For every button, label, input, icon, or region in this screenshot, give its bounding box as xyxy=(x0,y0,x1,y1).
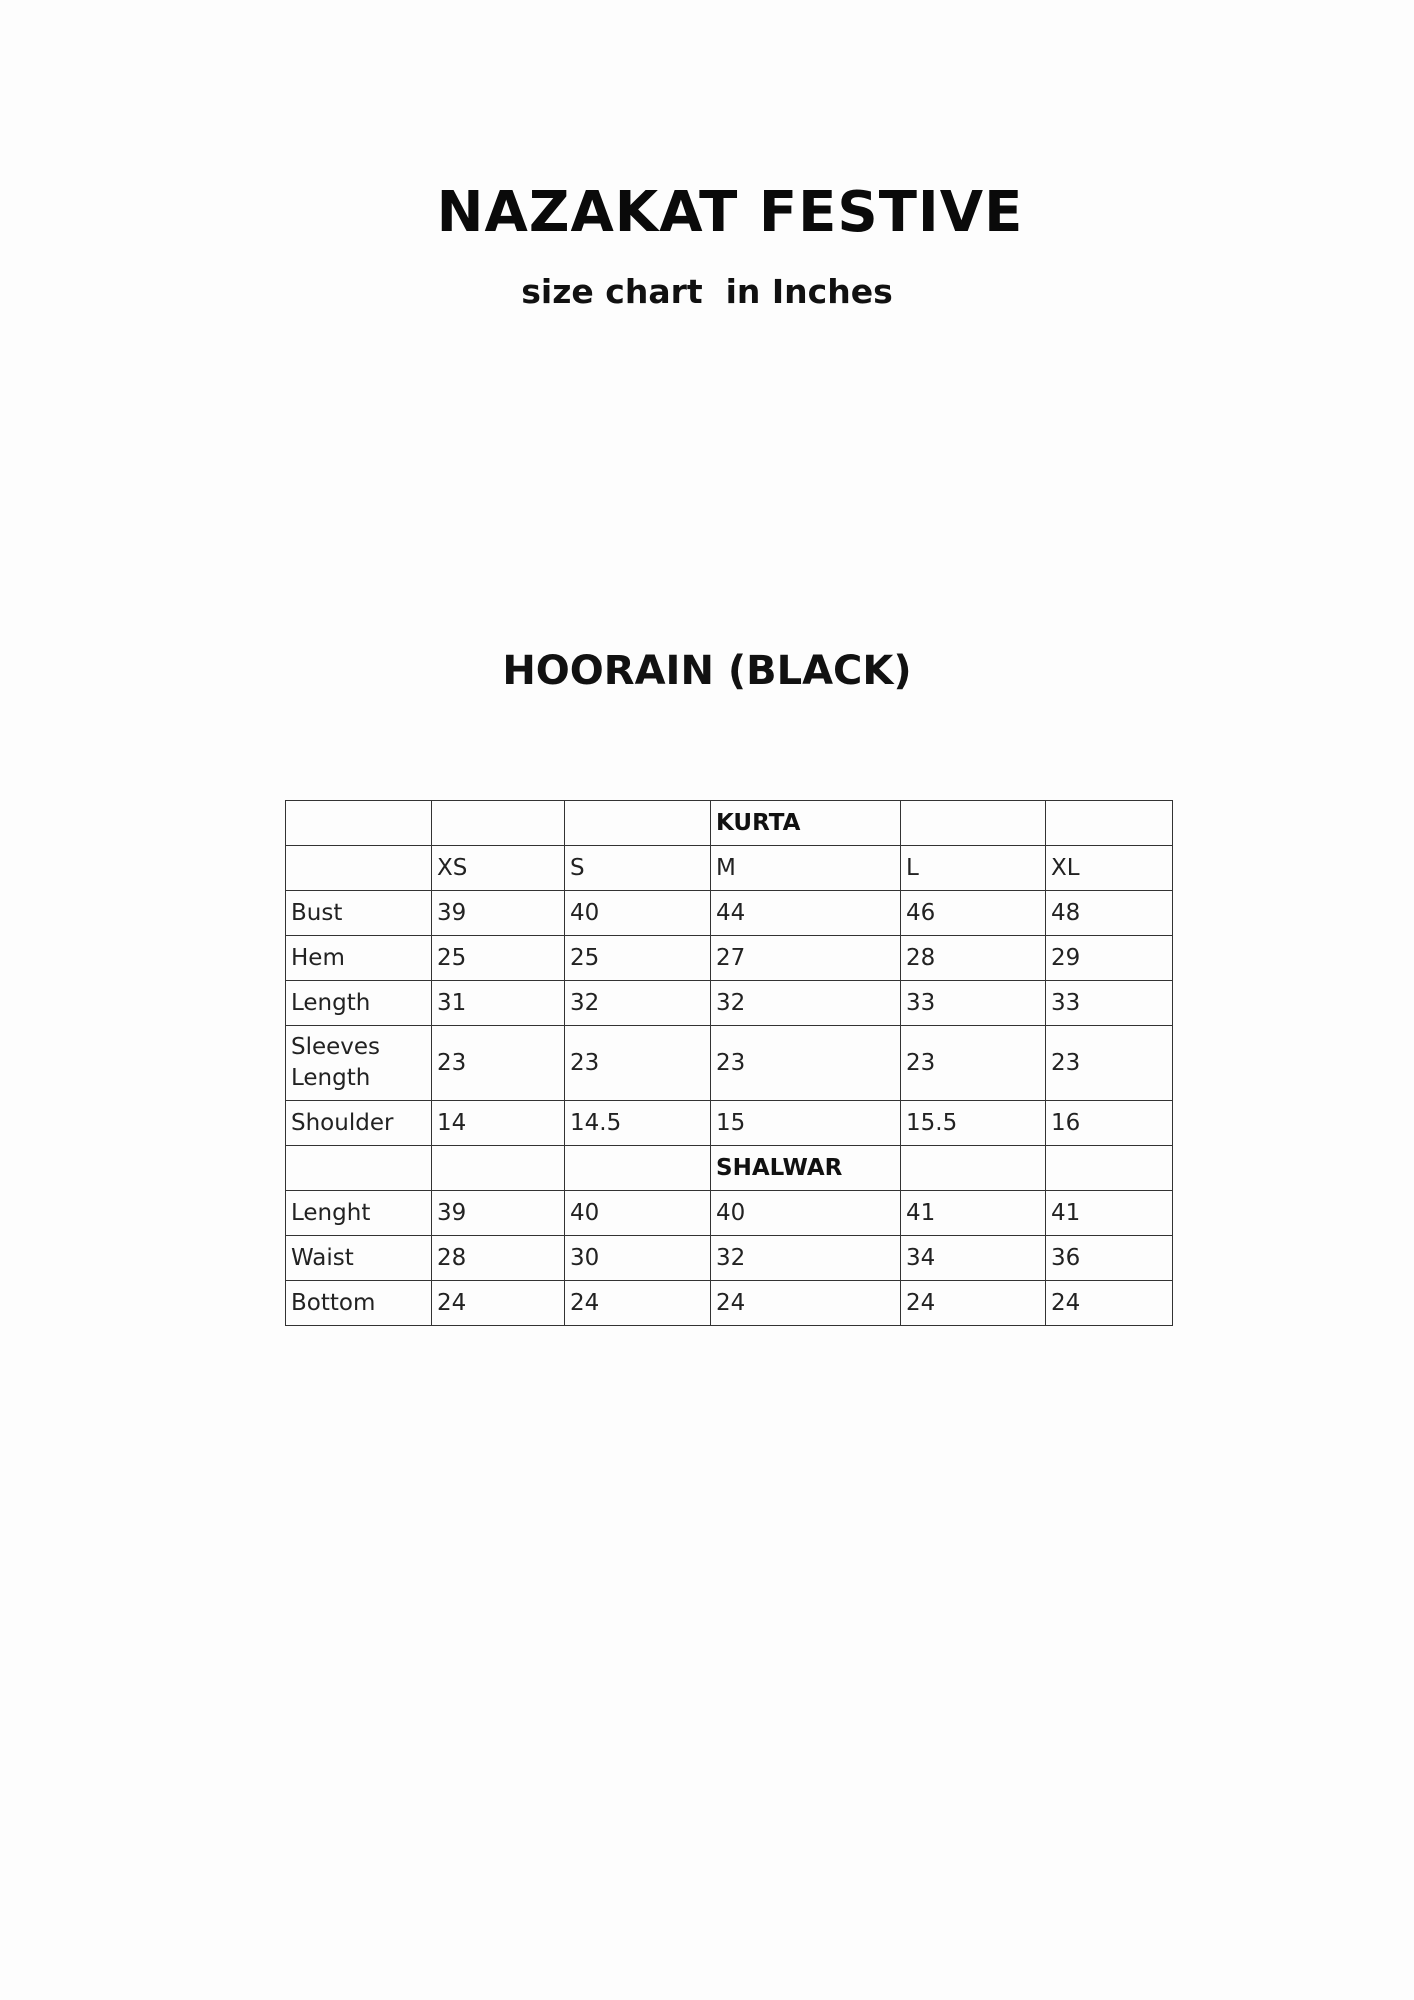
cell-value: 24 xyxy=(711,1281,901,1326)
empty-cell xyxy=(901,801,1046,846)
row-label-line: Sleeves xyxy=(291,1034,381,1060)
size-chart-table xyxy=(285,800,1173,1326)
row-label: Hem xyxy=(286,936,432,981)
shalwar-section-row xyxy=(286,1146,1173,1191)
cell-value: 30 xyxy=(565,1236,711,1281)
row-label: Waist xyxy=(286,1236,432,1281)
product-title: HOORAIN (BLACK) xyxy=(502,648,912,694)
cell-value: 36 xyxy=(1046,1236,1173,1281)
cell-value: 23 xyxy=(1046,1026,1173,1101)
size-header-l: L xyxy=(901,846,1046,891)
cell-value: 40 xyxy=(565,1191,711,1236)
size-header-s: S xyxy=(565,846,711,891)
row-label: Bottom xyxy=(286,1281,432,1326)
row-label-line: Length xyxy=(291,1065,371,1091)
cell-value: 41 xyxy=(1046,1191,1173,1236)
cell-value: 27 xyxy=(711,936,901,981)
cell-value: 25 xyxy=(565,936,711,981)
cell-value: 28 xyxy=(901,936,1046,981)
empty-cell xyxy=(1046,1146,1173,1191)
cell-value: 24 xyxy=(901,1281,1046,1326)
empty-cell xyxy=(432,801,565,846)
cell-value: 24 xyxy=(432,1281,565,1326)
cell-value: 39 xyxy=(432,891,565,936)
shalwar-section-label: SHALWAR xyxy=(711,1146,901,1191)
cell-value: 39 xyxy=(432,1191,565,1236)
cell-value: 23 xyxy=(901,1026,1046,1101)
row-label: Shoulder xyxy=(286,1101,432,1146)
row-label: Bust xyxy=(286,891,432,936)
cell-value: 32 xyxy=(565,981,711,1026)
table-row xyxy=(286,1236,1173,1281)
cell-value: 16 xyxy=(1046,1101,1173,1146)
empty-cell xyxy=(565,1146,711,1191)
sizes-header-row xyxy=(286,846,1173,891)
cell-value: 40 xyxy=(711,1191,901,1236)
size-chart-subtitle: size chart in Inches xyxy=(521,272,893,311)
size-header-m: M xyxy=(711,846,901,891)
empty-cell xyxy=(432,1146,565,1191)
table-row xyxy=(286,891,1173,936)
table-row xyxy=(286,981,1173,1026)
cell-value: 23 xyxy=(565,1026,711,1101)
table-row xyxy=(286,1281,1173,1326)
table-row xyxy=(286,1191,1173,1236)
empty-cell xyxy=(565,801,711,846)
cell-value: 34 xyxy=(901,1236,1046,1281)
cell-value: 14 xyxy=(432,1101,565,1146)
row-label: Lenght xyxy=(286,1191,432,1236)
cell-value: 23 xyxy=(432,1026,565,1101)
size-header-xl: XL xyxy=(1046,846,1173,891)
table-row xyxy=(286,936,1173,981)
cell-value: 32 xyxy=(711,1236,901,1281)
kurta-section-label: KURTA xyxy=(711,801,901,846)
cell-value: 33 xyxy=(901,981,1046,1026)
cell-value: 15 xyxy=(711,1101,901,1146)
size-header-xs: XS xyxy=(432,846,565,891)
cell-value: 23 xyxy=(711,1026,901,1101)
row-label xyxy=(286,1026,432,1101)
cell-value: 15.5 xyxy=(901,1101,1046,1146)
cell-value: 28 xyxy=(432,1236,565,1281)
row-label: Length xyxy=(286,981,432,1026)
cell-value: 40 xyxy=(565,891,711,936)
cell-value: 32 xyxy=(711,981,901,1026)
cell-value: 33 xyxy=(1046,981,1173,1026)
empty-cell xyxy=(286,846,432,891)
cell-value: 41 xyxy=(901,1191,1046,1236)
table-row xyxy=(286,1026,1173,1101)
cell-value: 44 xyxy=(711,891,901,936)
table-row xyxy=(286,1101,1173,1146)
kurta-section-row xyxy=(286,801,1173,846)
cell-value: 48 xyxy=(1046,891,1173,936)
brand-title: NAZAKAT FESTIVE xyxy=(436,180,1024,245)
cell-value: 24 xyxy=(1046,1281,1173,1326)
empty-cell xyxy=(901,1146,1046,1191)
cell-value: 29 xyxy=(1046,936,1173,981)
cell-value: 24 xyxy=(565,1281,711,1326)
cell-value: 46 xyxy=(901,891,1046,936)
cell-value: 31 xyxy=(432,981,565,1026)
empty-cell xyxy=(1046,801,1173,846)
cell-value: 14.5 xyxy=(565,1101,711,1146)
cell-value: 25 xyxy=(432,936,565,981)
empty-cell xyxy=(286,1146,432,1191)
empty-cell xyxy=(286,801,432,846)
